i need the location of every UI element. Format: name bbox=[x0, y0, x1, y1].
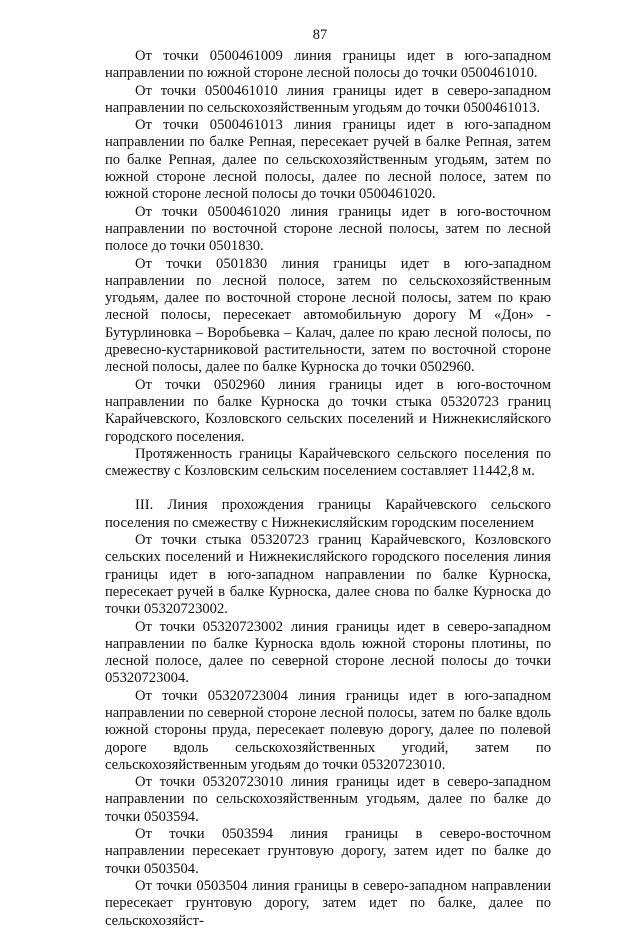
paragraph: От точки 0501830 линия границы идет в юго-западном направлении по лесной полосе, затем по сельскохозяйственным угодьям, далее по восточной стороне лесной полосы, затем по краю лесной полосы, пересекает автомобильную дорогу М «Дон» - Бутурлиновка – Воробьевка – Калач, далее по краю лесной полосы, по древесно-кустарниковой растительности, затем по восточной стороне лесной полосы, далее по балке Курноска до точки 0502960. bbox=[105, 255, 551, 376]
paragraph: От точки 0500461020 линия границы идет в юго-восточном направлении по восточной стороне лесной полосы, затем по лесной полосе до точки 0501830. bbox=[105, 203, 551, 255]
paragraph: От точки 0500461013 линия границы идет в юго-западном направлении по балке Репная, пересекает ручей в балке Репная, затем по балке Репная, далее по сельскохозяйственным угодьям, затем по южной стороне лесной полосы, далее по лесной полосе, затем по южной стороне лесной полосы до точки 0500461020. bbox=[105, 117, 551, 203]
paragraph: От точки 0503594 линия границы в северо-восточном направлении пересекает грунтовую дорогу, затем идет по балке до точки 0503504. bbox=[105, 826, 551, 877]
document-body bbox=[105, 48, 551, 930]
paragraph: От точки 05320723010 линия границы идет в северо-западном направлении по сельскохозяйственным угодьям, далее по балке до точки 0503594. bbox=[105, 774, 551, 825]
page-number: 87 bbox=[312, 27, 328, 43]
paragraph: От точки 0503504 линия границы в северо-западном направлении пересекает грунтовую дорогу, затем идет по балке, далее по сельскохозяйст- bbox=[105, 877, 551, 929]
paragraph: От точки 05320723002 линия границы идет в северо-западном направлении по балке Курноска вдоль южной стороны плотины, по лесной полосе, далее по северной стороне лесной полосы до точки 05320723004. bbox=[105, 618, 551, 687]
paragraph: От точки 0500461010 линия границы идет в северо-западном направлении по сельскохозяйственным угодьям до точки 0500461013. bbox=[105, 82, 551, 116]
spacer bbox=[105, 480, 551, 497]
paragraph: От точки 05320723004 линия границы идет в юго-западном направлении по северной стороне лесной полосы, затем по балке вдоль южной стороны пруда, пересекает полевую дорогу, далее по полевой дороге вдоль сельскохозяйственных угодий, затем по сельскохозяйственным угодьям до точки 05320723010. bbox=[105, 687, 551, 773]
paragraph: От точки стыка 05320723 границ Карайчевского, Козловского сельских поселений и Нижнекисляйского городского поселения линия границы идет в юго-западном направлении по балке Курноска, пересекает ручей в балке Курноска, далее снова по балке Курноска до точки 05320723002. bbox=[105, 532, 551, 618]
paragraph: От точки 0502960 линия границы идет в юго-восточном направлении по балке Курноска до точки стыка 05320723 границ Карайчевского, Козловского сельских поселений и Нижнекисляйского городского поселения. bbox=[105, 376, 551, 445]
paragraph: От точки 0500461009 линия границы идет в юго-западном направлении по южной стороне лесной полосы до точки 0500461010. bbox=[105, 48, 551, 82]
boundary-length-paragraph: Протяженность границы Карайчевского сельского поселения по смежеству с Козловским сельским поселением составляет 11442,8 м. bbox=[105, 445, 551, 480]
section-heading: III. Линия прохождения границы Карайчевского сельского поселения по смежеству с Нижнекисляйским городским поселением bbox=[105, 497, 551, 531]
